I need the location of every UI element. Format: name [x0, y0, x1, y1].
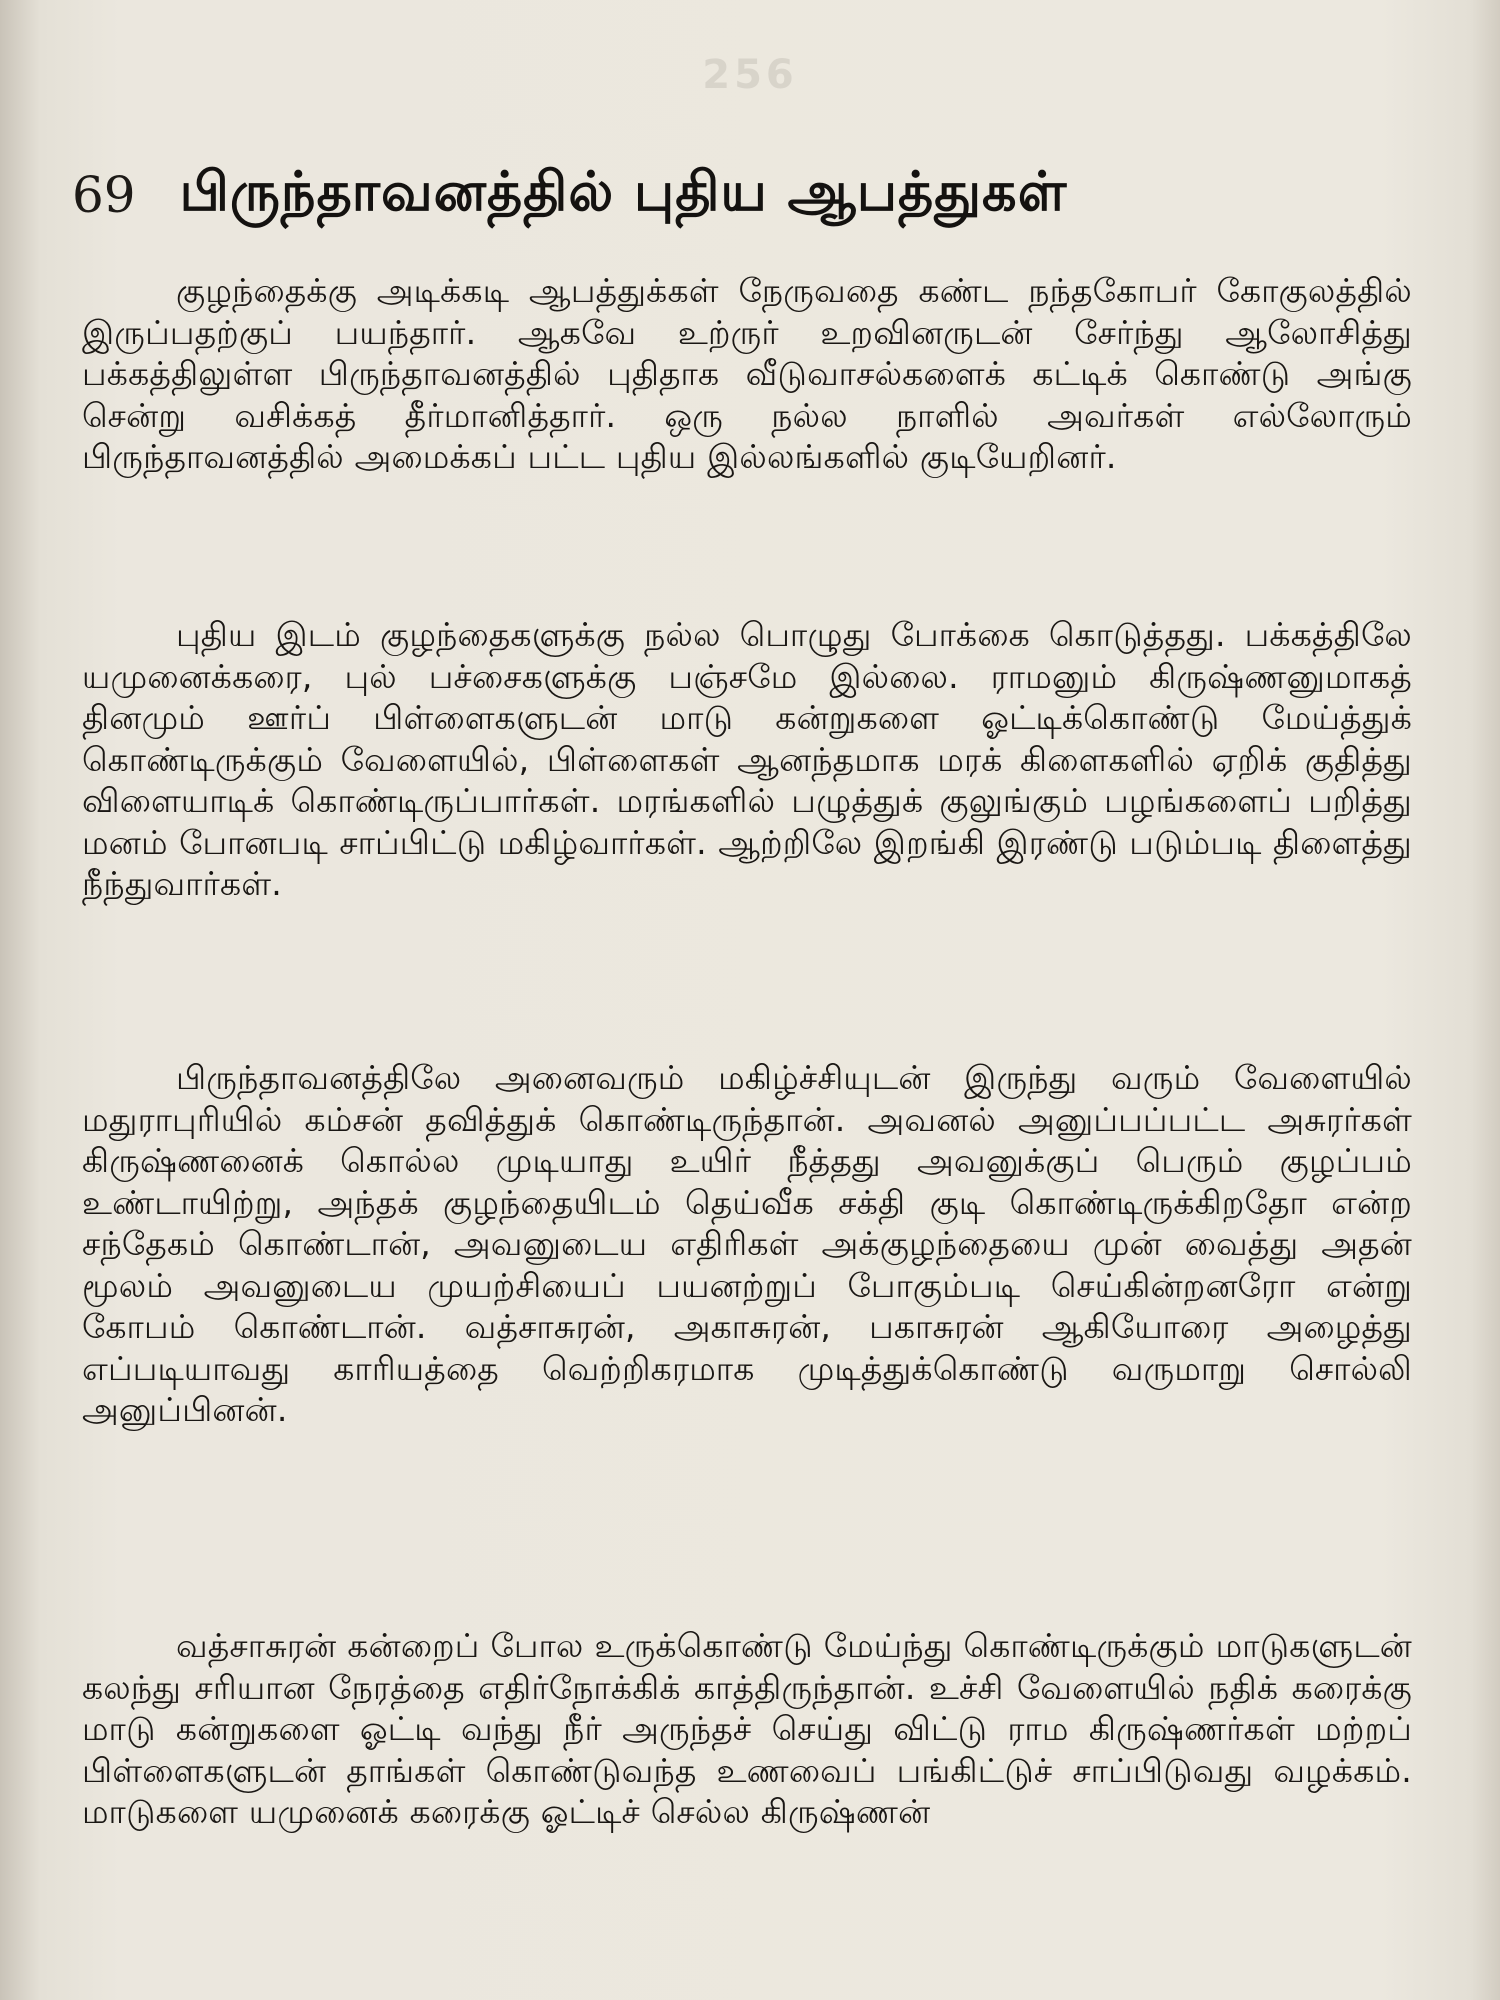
page-number: 256: [702, 52, 798, 98]
chapter-number: 69: [72, 166, 136, 224]
chapter-title: பிருந்தாவனத்தில் புதிய ஆபத்துகள்: [179, 159, 1068, 223]
paragraph-3: பிருந்தாவனத்திலே அனைவரும் மகிழ்ச்சியுடன் இருந்து வரும் வேளையில் மதுராபுரியில் கம்சன் தவித்துக் கொண்டிருந்தான். அவனல் அனுப்பப்பட்ட அசுரர்கள் கிருஷ்ணனைக் கொல்ல முடியாது உயிர் நீத்தது அவனுக்குப் பெரும் குழப்பம் உண்டாயிற்று, அந்தக் குழந்தையிடம் தெய்வீக சக்தி குடி கொண்டிருக்கிறதோ என்ற சந்தேகம் கொண்டான், அவனுடைய எதிரிகள் அக்குழந்தையை முன் வைத்து அதன் மூலம் அவனுடைய முயற்சியைப் பயனற்றுப் போகும்படி செய்கின்றனரோ என்று கோபம் கொண்டான். வத்சாசுரன், அகாசுரன், பகாசுரன் ஆகியோரை அழைத்து எப்படியாவது காரியத்தை வெற்றிகரமாக முடித்துக்கொண்டு வருமாறு சொல்லி அனுப்பினன்.: [82, 1058, 1412, 1429]
paragraph-2: புதிய இடம் குழந்தைகளுக்கு நல்ல பொழுது போக்கை கொடுத்தது. பக்கத்திலே யமுனைக்கரை, புல் பச்சைகளுக்கு பஞ்சமே இல்லை. ராமனும் கிருஷ்ணனுமாகத் தினமும் ஊர்ப் பிள்ளைகளுடன் மாடு கன்றுகளை ஓட்டிக்கொண்டு மேய்த்துக் கொண்டிருக்கும் வேளையில், பிள்ளைகள் ஆனந்தமாக மரக் கிளைகளில் ஏறிக் குதித்து விளையாடிக் கொண்டிருப்பார்கள். மரங்களில் பழுத்துக் குலுங்கும் பழங்களைப் பறித்து மனம் போனபடி சாப்பிட்டு மகிழ்வார்கள். ஆற்றிலே இறங்கி இரண்டு படும்படி திளைத்து நீந்துவார்கள்.: [82, 615, 1412, 903]
paragraph-4: வத்சாசுரன் கன்றைப் போல உருக்கொண்டு மேய்ந்து கொண்டிருக்கும் மாடுகளுடன் கலந்து சரியான நேரத்தை எதிர்நோக்கிக் காத்திருந்தான். உச்சி வேளையில் நதிக் கரைக்கு மாடு கன்றுகளை ஓட்டி வந்து நீர் அருந்தச் செய்து விட்டு ராம கிருஷ்ணர்கள் மற்றப் பிள்ளைகளுடன் தாங்கள் கொண்டுவந்த உணவைப் பங்கிட்டுச் சாப்பிடுவது வழக்கம். மாடுகளை யமுனைக் கரைக்கு ஓட்டிச் செல்ல கிருஷ்ணன்: [82, 1626, 1412, 1831]
paragraph-1: குழந்தைக்கு அடிக்கடி ஆபத்துக்கள் நேருவதை கண்ட நந்தகோபர் கோகுலத்தில் இருப்பதற்குப் பயந்தார். ஆகவே உற்ருர் உறவினருடன் சேர்ந்து ஆலோசித்து பக்கத்திலுள்ள பிருந்தாவனத்தில் புதிதாக வீடுவாசல்களைக் கட்டிக் கொண்டு அங்கு சென்று வசிக்கத் தீர்மானித்தார். ஒரு நல்ல நாளில் அவர்கள் எல்லோரும் பிருந்தாவனத்தில் அமைக்கப் பட்ட புதிய இல்லங்களில் குடியேறினர்.: [82, 271, 1412, 476]
chapter-heading: [72, 150, 1432, 240]
